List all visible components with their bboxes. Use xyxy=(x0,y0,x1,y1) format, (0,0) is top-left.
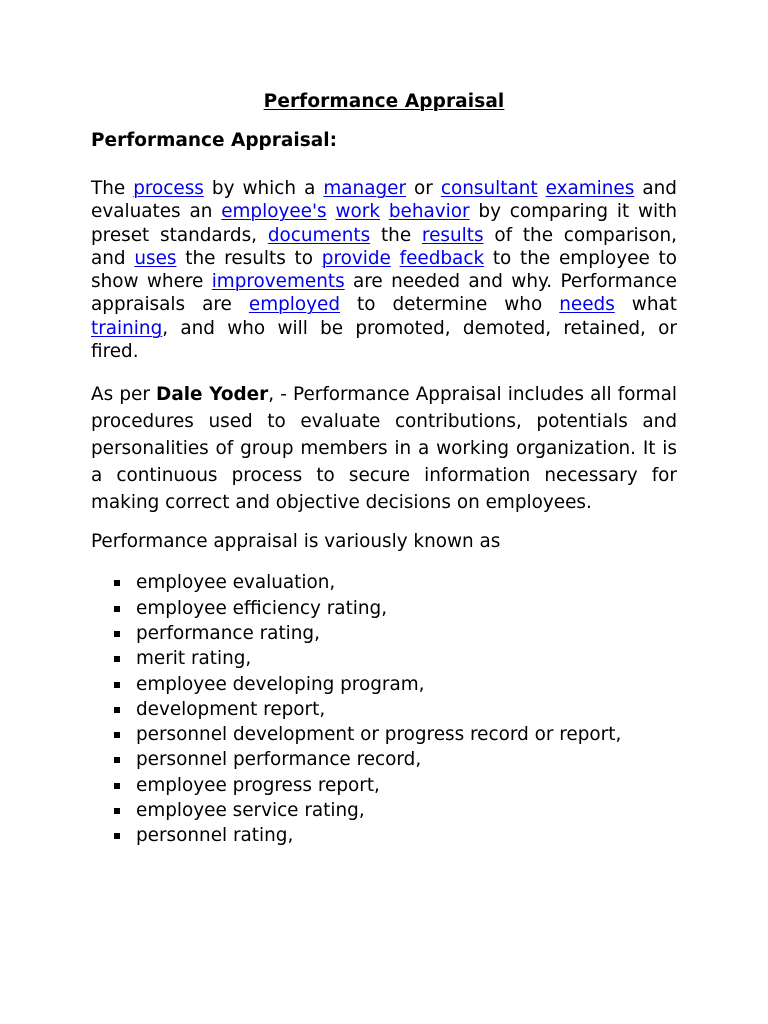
square-bullet-icon xyxy=(114,656,120,662)
link-consultant[interactable]: consultant xyxy=(440,178,538,199)
known-as-intro: Performance appraisal is variously known as xyxy=(91,531,501,553)
text-segment: of the comparison, and xyxy=(91,224,678,269)
link-examines[interactable]: examines xyxy=(545,178,635,199)
list-item xyxy=(114,570,677,595)
text-segment: to determine who xyxy=(340,294,560,316)
square-bullet-icon xyxy=(114,606,120,612)
square-bullet-icon xyxy=(114,808,120,814)
list-item-text: employee progress report, xyxy=(136,774,380,796)
author-name: Dale Yoder xyxy=(156,384,269,406)
text-segment: , and who will be promoted, demoted, retained, or fired. xyxy=(91,317,677,363)
list-item-text: personnel rating, xyxy=(136,825,294,847)
link-employee-s[interactable]: employee's xyxy=(221,201,327,223)
text-segment xyxy=(538,178,546,199)
link-feedback[interactable]: feedback xyxy=(399,247,485,269)
text-segment: by comparing it with preset standards, xyxy=(91,201,677,246)
link-results[interactable]: results xyxy=(421,224,484,246)
list-item-text: employee evaluation, xyxy=(136,572,336,594)
text-segment: the results to xyxy=(176,247,322,269)
text-segment xyxy=(380,201,389,222)
text-segment xyxy=(391,248,400,269)
list-item xyxy=(114,747,677,772)
list-item-text: merit rating, xyxy=(136,648,252,670)
text-segment: by which a xyxy=(203,178,324,199)
link-uses[interactable]: uses xyxy=(134,247,177,269)
link-provide[interactable]: provide xyxy=(321,247,391,269)
list-item-text: employee efficiency rating, xyxy=(136,597,388,619)
link-training[interactable]: training xyxy=(91,317,163,339)
list-item-text: personnel development or progress record or report, xyxy=(136,724,622,746)
known-as-list xyxy=(91,570,677,848)
square-bullet-icon xyxy=(114,732,120,738)
square-bullet-icon xyxy=(114,783,120,789)
link-process[interactable]: process xyxy=(133,178,204,199)
list-item-text: employee service rating, xyxy=(136,800,365,822)
list-item xyxy=(114,697,677,722)
text-segment: are needed and why. Performance appraisals are xyxy=(91,271,677,316)
list-item xyxy=(114,722,677,747)
square-bullet-icon xyxy=(114,707,120,713)
list-item xyxy=(114,646,677,671)
square-bullet-icon xyxy=(114,757,120,763)
quote-prefix: As per xyxy=(91,384,157,406)
link-needs[interactable]: needs xyxy=(559,294,615,316)
text-segment: what xyxy=(614,294,677,316)
text-segment: the xyxy=(370,224,422,246)
list-item-text: performance rating, xyxy=(136,622,320,644)
list-item xyxy=(114,798,677,823)
definition-paragraph xyxy=(91,177,677,363)
link-manager[interactable]: manager xyxy=(323,178,407,199)
list-item xyxy=(114,621,677,646)
square-bullet-icon xyxy=(114,580,120,586)
dale-yoder-paragraph xyxy=(91,381,677,516)
text-segment: to the employee to show where xyxy=(91,247,677,293)
square-bullet-icon xyxy=(114,833,120,839)
link-behavior[interactable]: behavior xyxy=(388,201,470,223)
text-segment: and evaluates an xyxy=(91,178,677,223)
list-item-text: employee developing program, xyxy=(136,673,425,695)
list-item xyxy=(114,596,677,621)
text-segment: The xyxy=(91,178,134,199)
document-page xyxy=(91,88,677,849)
text-segment: or xyxy=(406,178,441,199)
list-item-text: development report, xyxy=(136,698,326,720)
list-item-text: personnel performance record, xyxy=(136,749,422,771)
list-item xyxy=(114,672,677,697)
list-item xyxy=(114,773,677,798)
list-item xyxy=(114,823,677,848)
link-documents[interactable]: documents xyxy=(267,224,371,246)
link-work[interactable]: work xyxy=(335,201,380,223)
quote-text: , - Performance Appraisal includes all formal procedures used to evaluate contributions, potentials and personalities of group members in a working organization. It is a continuous process to secure information necessary for making correct and objective decisions on employees. xyxy=(91,384,678,514)
document-title: Performance Appraisal xyxy=(263,91,505,112)
section-heading: Performance Appraisal: xyxy=(91,130,337,151)
square-bullet-icon xyxy=(114,682,120,688)
link-employed[interactable]: employed xyxy=(248,294,341,316)
square-bullet-icon xyxy=(114,631,120,637)
link-improvements[interactable]: improvements xyxy=(211,271,345,293)
